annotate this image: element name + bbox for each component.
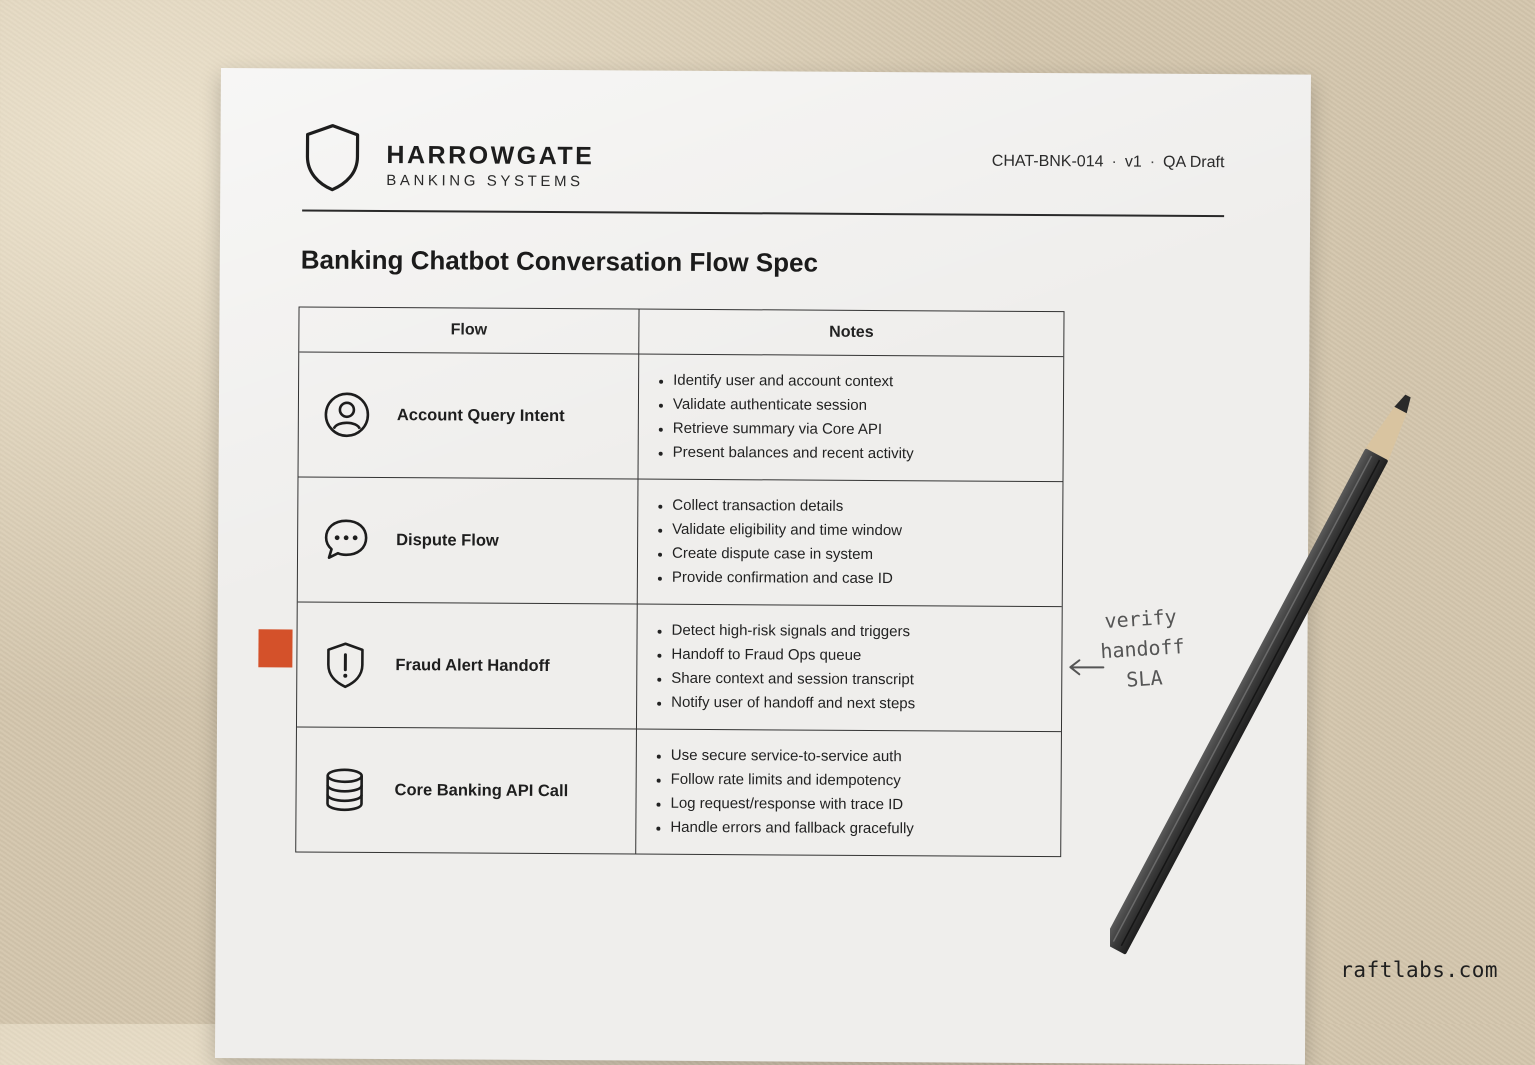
- table-row: [296, 726, 1061, 856]
- header-divider: [302, 209, 1224, 217]
- notes-list: [655, 619, 916, 717]
- flow-label: Dispute Flow: [396, 531, 499, 551]
- table-row: [298, 476, 1063, 606]
- annotation-line: handoff: [1087, 630, 1199, 667]
- flow-label: Core Banking API Call: [395, 781, 569, 801]
- note-item: Notify user of handoff and next steps: [655, 691, 915, 717]
- flow-cell: [296, 727, 637, 853]
- flow-label: Fraud Alert Handoff: [395, 656, 549, 676]
- notes-list: [654, 744, 914, 842]
- watermark: raftlabs.com: [1340, 958, 1498, 982]
- flow-table: [295, 306, 1064, 857]
- flow-cell: [298, 477, 639, 603]
- meta-separator: ·: [1150, 154, 1155, 172]
- database-icon: [320, 766, 368, 814]
- note-item: Present balances and recent activity: [657, 441, 914, 467]
- annotation-line: SLA: [1089, 660, 1201, 697]
- note-item: Create dispute case in system: [656, 542, 902, 568]
- notes-cell: [637, 605, 1062, 732]
- note-item: Validate eligibility and time window: [656, 518, 902, 544]
- flow-cell: [297, 602, 638, 728]
- brand-subtitle: BANKING SYSTEMS: [386, 172, 583, 190]
- document-id: CHAT-BNK-014: [992, 153, 1104, 172]
- notes-cell: [638, 355, 1063, 482]
- note-item: Identify user and account context: [657, 369, 914, 395]
- chat-bubble-icon: [322, 516, 370, 564]
- notes-cell: [636, 730, 1061, 857]
- annotation-line: verify: [1085, 600, 1197, 637]
- highlight-marker: [258, 629, 292, 667]
- note-item: Collect transaction details: [656, 494, 902, 520]
- document-meta: [992, 153, 1225, 172]
- note-item: Handoff to Fraud Ops queue: [655, 643, 915, 669]
- note-item: Validate authenticate session: [657, 393, 914, 419]
- note-item: Provide confirmation and case ID: [656, 566, 902, 592]
- note-item: Detect high-risk signals and triggers: [655, 619, 915, 645]
- document-version: v1: [1125, 154, 1142, 172]
- note-item: Use secure service-to-service auth: [655, 744, 915, 770]
- brand-name: HARROWGATE: [386, 141, 594, 171]
- flow-column-header: Flow: [299, 307, 639, 353]
- notes-list: [656, 494, 902, 591]
- flow-label: Account Query Intent: [397, 406, 565, 426]
- note-item: Log request/response with trace ID: [654, 792, 914, 818]
- meta-separator: ·: [1111, 153, 1116, 171]
- user-circle-icon: [323, 391, 371, 439]
- note-item: Handle errors and fallback gracefully: [654, 816, 914, 842]
- notes-list: [657, 369, 915, 467]
- shield-alert-icon: [321, 641, 369, 689]
- notes-cell: [638, 480, 1063, 607]
- table-header-row: [299, 307, 1063, 356]
- shield-icon: [302, 122, 362, 192]
- note-item: Follow rate limits and idempotency: [655, 768, 915, 794]
- table-row: [299, 351, 1064, 481]
- note-item: Retrieve summary via Core API: [657, 417, 914, 443]
- note-item: Share context and session transcript: [655, 667, 915, 693]
- notes-column-header: Notes: [639, 310, 1063, 357]
- document-status: QA Draft: [1163, 154, 1224, 172]
- document-title: Banking Chatbot Conversation Flow Spec: [301, 244, 818, 278]
- flow-cell: [299, 352, 640, 478]
- pencil-image: [1110, 380, 1440, 1000]
- table-row: [297, 601, 1062, 731]
